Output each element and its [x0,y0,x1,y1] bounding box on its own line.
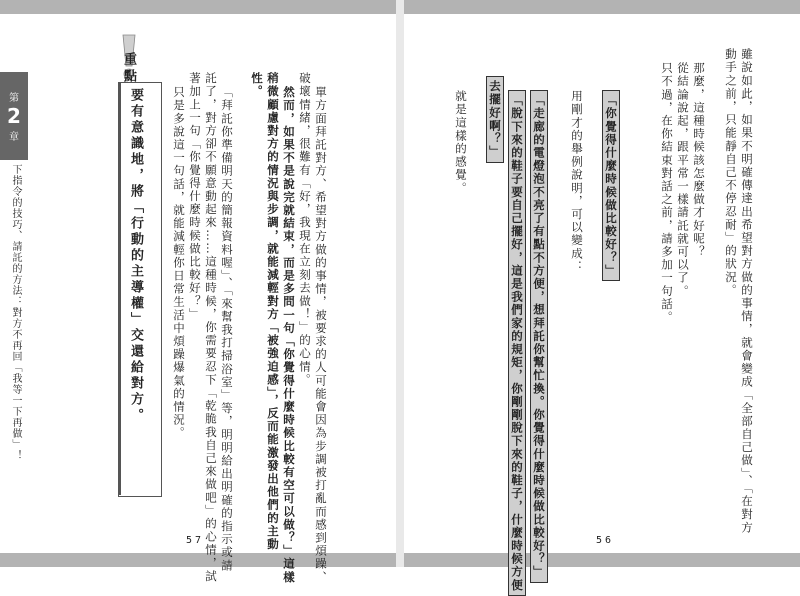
text-column: 著加上一句「你覺得什麼時候做比較好？」 [188,72,202,321]
text-column: 只不過，在你結束對話之前，請多加一句話。 [660,62,674,324]
text-column: 破壞情緒，很難有「好，我現在立刻去做！」的心情。 [298,72,312,387]
chapter-title: 下指令的技巧、請託的方法：對方不再回「我等一下再做」！ [10,164,21,461]
highlight-quote: 「脫下來的鞋子要自己擺好，這是我們家的規矩，你剛剛脫下來的鞋子，什麼時候方便 [508,90,526,596]
chapter-prefix: 第 [9,93,19,104]
page-number-right: 56 [596,535,615,546]
key-point-title: 重點 [121,52,136,86]
text-column: 那麼，這種時候該怎麼做才好呢？ [692,62,706,259]
text-column: 就是這樣的感覺。 [454,90,468,195]
text-column: 只是多說這一句話，就能減輕你日常生活中煩躁爆氣的情況。 [172,86,186,440]
text-column: 用剛才的舉例說明，可以變成： [570,90,584,274]
text-column: 雖說如此，如果不明確傳達出希望對方做的事情，就會變成「全部自己做」、「在對方 [740,48,754,535]
text-column: 從結論說起，跟平常一樣請託就可以了。 [676,62,690,298]
chapter-suffix: 章 [9,132,19,143]
key-point-rule [118,82,121,495]
text-column: 託了，對方卻不願意動起來……這種時候，你需要忍下「乾脆我自己來做吧」的心情，試 [204,72,218,583]
text-column: 動手之前，只能靜自己不停忍耐」的狀況。 [724,48,738,297]
text-column: 性。 [250,72,264,99]
book-gutter [396,0,404,567]
bottom-bar-left [0,553,396,567]
text-column: 單方面拜託對方、希望對方做的事情，被要求的人可能會因為步調被打亂而感到煩躁、 [314,86,328,584]
key-point-text: 要有意識地，將「行動的主導權」交還給對方。 [128,88,143,424]
highlight-quote: 「你覺得什麼時候做比較好？」 [602,90,620,281]
text-column: 「拜託你準備明天的簡報資料喔」、「來幫我打掃浴室」等，明明給出明確的指示或請 [220,86,234,573]
top-bar-right [404,0,800,14]
page-number-left: 57 [186,535,205,546]
text-column: 稍微顧慮對方的情況與步調，就能減輕對方「被強迫感」，反而能激發出他們的主動 [266,72,280,551]
text-column: 然而，如果不是說完就結束，而是多問一句「你覺得什麼時候比較有空可以做？」這樣 [282,86,296,584]
chapter-number: 2 [7,104,21,128]
chapter-tab [0,72,28,160]
highlight-quote: 「走廊的電燈泡不亮了有點不方便，想拜託你幫忙換。你覺得什麼時候做比較好？」 [530,90,548,583]
bottom-bar-right [404,553,800,567]
highlight-quote: 去擺好啊？」 [486,76,504,163]
top-bar-left [0,0,396,14]
